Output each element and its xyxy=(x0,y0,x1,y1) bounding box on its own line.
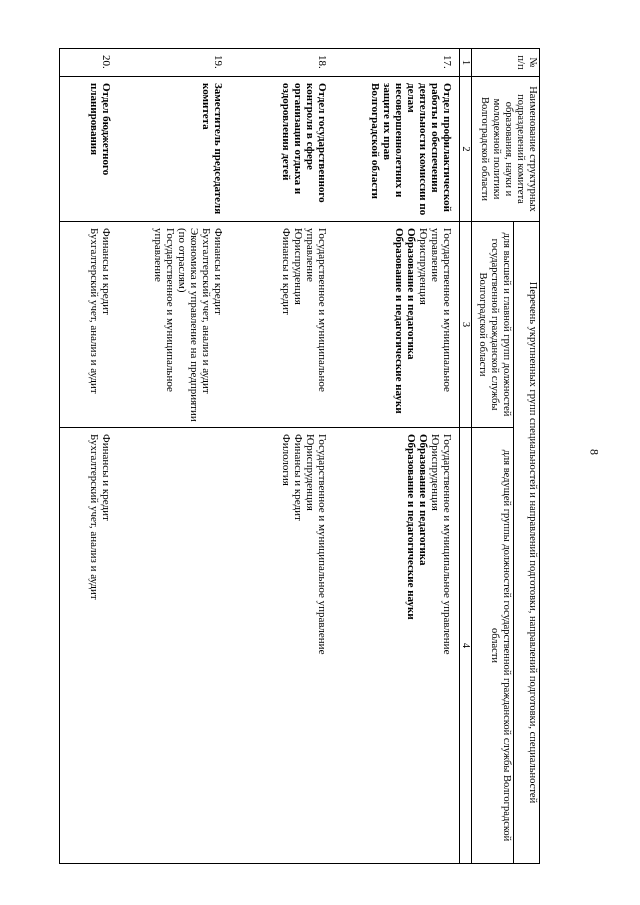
header-senior-groups: для высшей и главной групп должностей государственной гражданской службы Волгоградской области xyxy=(472,222,514,428)
header-leading-group: для ведущей группы должностей государственной гражданской службы Волгоградской области xyxy=(472,428,514,864)
table-row xyxy=(231,49,335,864)
rotated-table-container xyxy=(60,48,540,863)
column-number: 1 xyxy=(460,49,472,77)
table-row xyxy=(60,49,119,864)
department-name: Отдел государственного контроля в сфере организации отдыха и оздоровления детей xyxy=(231,77,335,222)
specialty-line: Финансы и кредит xyxy=(100,228,113,315)
specialty-line: Бухгалтерский учет, анализ и аудит xyxy=(88,434,101,600)
specialty-line: Бухгалтерский учет, анализ и аудит xyxy=(88,228,101,394)
column-number: 4 xyxy=(460,428,472,864)
senior-specialties xyxy=(231,222,335,428)
specialty-line: Юриспруденция xyxy=(417,228,429,305)
leading-specialties xyxy=(60,428,119,864)
department-name: Заместитель председателя комитета xyxy=(119,77,231,222)
row-number: 19. xyxy=(119,49,231,77)
column-number-row xyxy=(460,49,472,864)
specialty-line: Финансы и кредит xyxy=(212,228,225,315)
header-row xyxy=(514,49,540,864)
specialty-line: Экономика и управление на предприятии (по отраслям) xyxy=(176,228,201,422)
specialty-line: Государственное и муниципальное управление xyxy=(441,434,453,655)
header-group: Перечень укрупненных групп специальностей и направлений подготовки, направлений подготовки, специальностей xyxy=(514,222,540,864)
row-number: 17. xyxy=(335,49,460,77)
qualifications-table xyxy=(59,48,540,864)
senior-specialties xyxy=(60,222,119,428)
table-row xyxy=(119,49,231,864)
specialty-line: Образование и педагогика xyxy=(405,228,417,360)
senior-specialties xyxy=(119,222,231,428)
department-name: Отдел бюджетного планирования xyxy=(60,77,119,222)
specialty-line: Финансы и кредит xyxy=(280,228,293,315)
senior-specialties xyxy=(335,222,460,428)
table-row xyxy=(335,49,460,864)
specialty-line: Финансы и кредит xyxy=(292,434,305,521)
specialty-line: Бухгалтерский учет, анализ и аудит xyxy=(200,228,213,394)
specialty-line: Государственное и муниципальное управление xyxy=(316,434,329,655)
specialty-line: Государственное и муниципальное управление xyxy=(152,228,177,392)
specialty-line: Государственное и муниципальное управление xyxy=(304,228,329,392)
specialty-line: Финансы и кредит xyxy=(100,434,113,521)
leading-specialties xyxy=(119,428,231,864)
column-number: 2 xyxy=(460,77,472,222)
specialty-line: Образование и педагогические науки xyxy=(393,228,405,414)
specialty-line: Юриспруденция xyxy=(292,228,305,305)
specialty-line: Юриспруденция xyxy=(429,434,441,511)
header-department: Наименование структурных подразделений комитета образования, науки и молодежной политики Волгоградской области xyxy=(472,77,540,222)
page-number: 8 xyxy=(587,449,602,455)
row-number: 18. xyxy=(231,49,335,77)
column-number: 3 xyxy=(460,222,472,428)
specialty-line: Юриспруденция xyxy=(304,434,317,511)
specialty-line: Образование и педагогические науки xyxy=(405,434,417,620)
specialty-line: Филология xyxy=(280,434,293,486)
leading-specialties xyxy=(335,428,460,864)
specialty-line: Государственное и муниципальное управление xyxy=(429,228,453,392)
leading-specialties xyxy=(231,428,335,864)
department-name: Отдел профилактической работы и обеспечения деятельности комиссии по делам несовершеннолетних и защите их прав Волгоградской области xyxy=(335,77,460,222)
row-number: 20. xyxy=(60,49,119,77)
header-number: № п/п xyxy=(472,49,540,77)
specialty-line: Образование и педагогика xyxy=(417,434,429,566)
